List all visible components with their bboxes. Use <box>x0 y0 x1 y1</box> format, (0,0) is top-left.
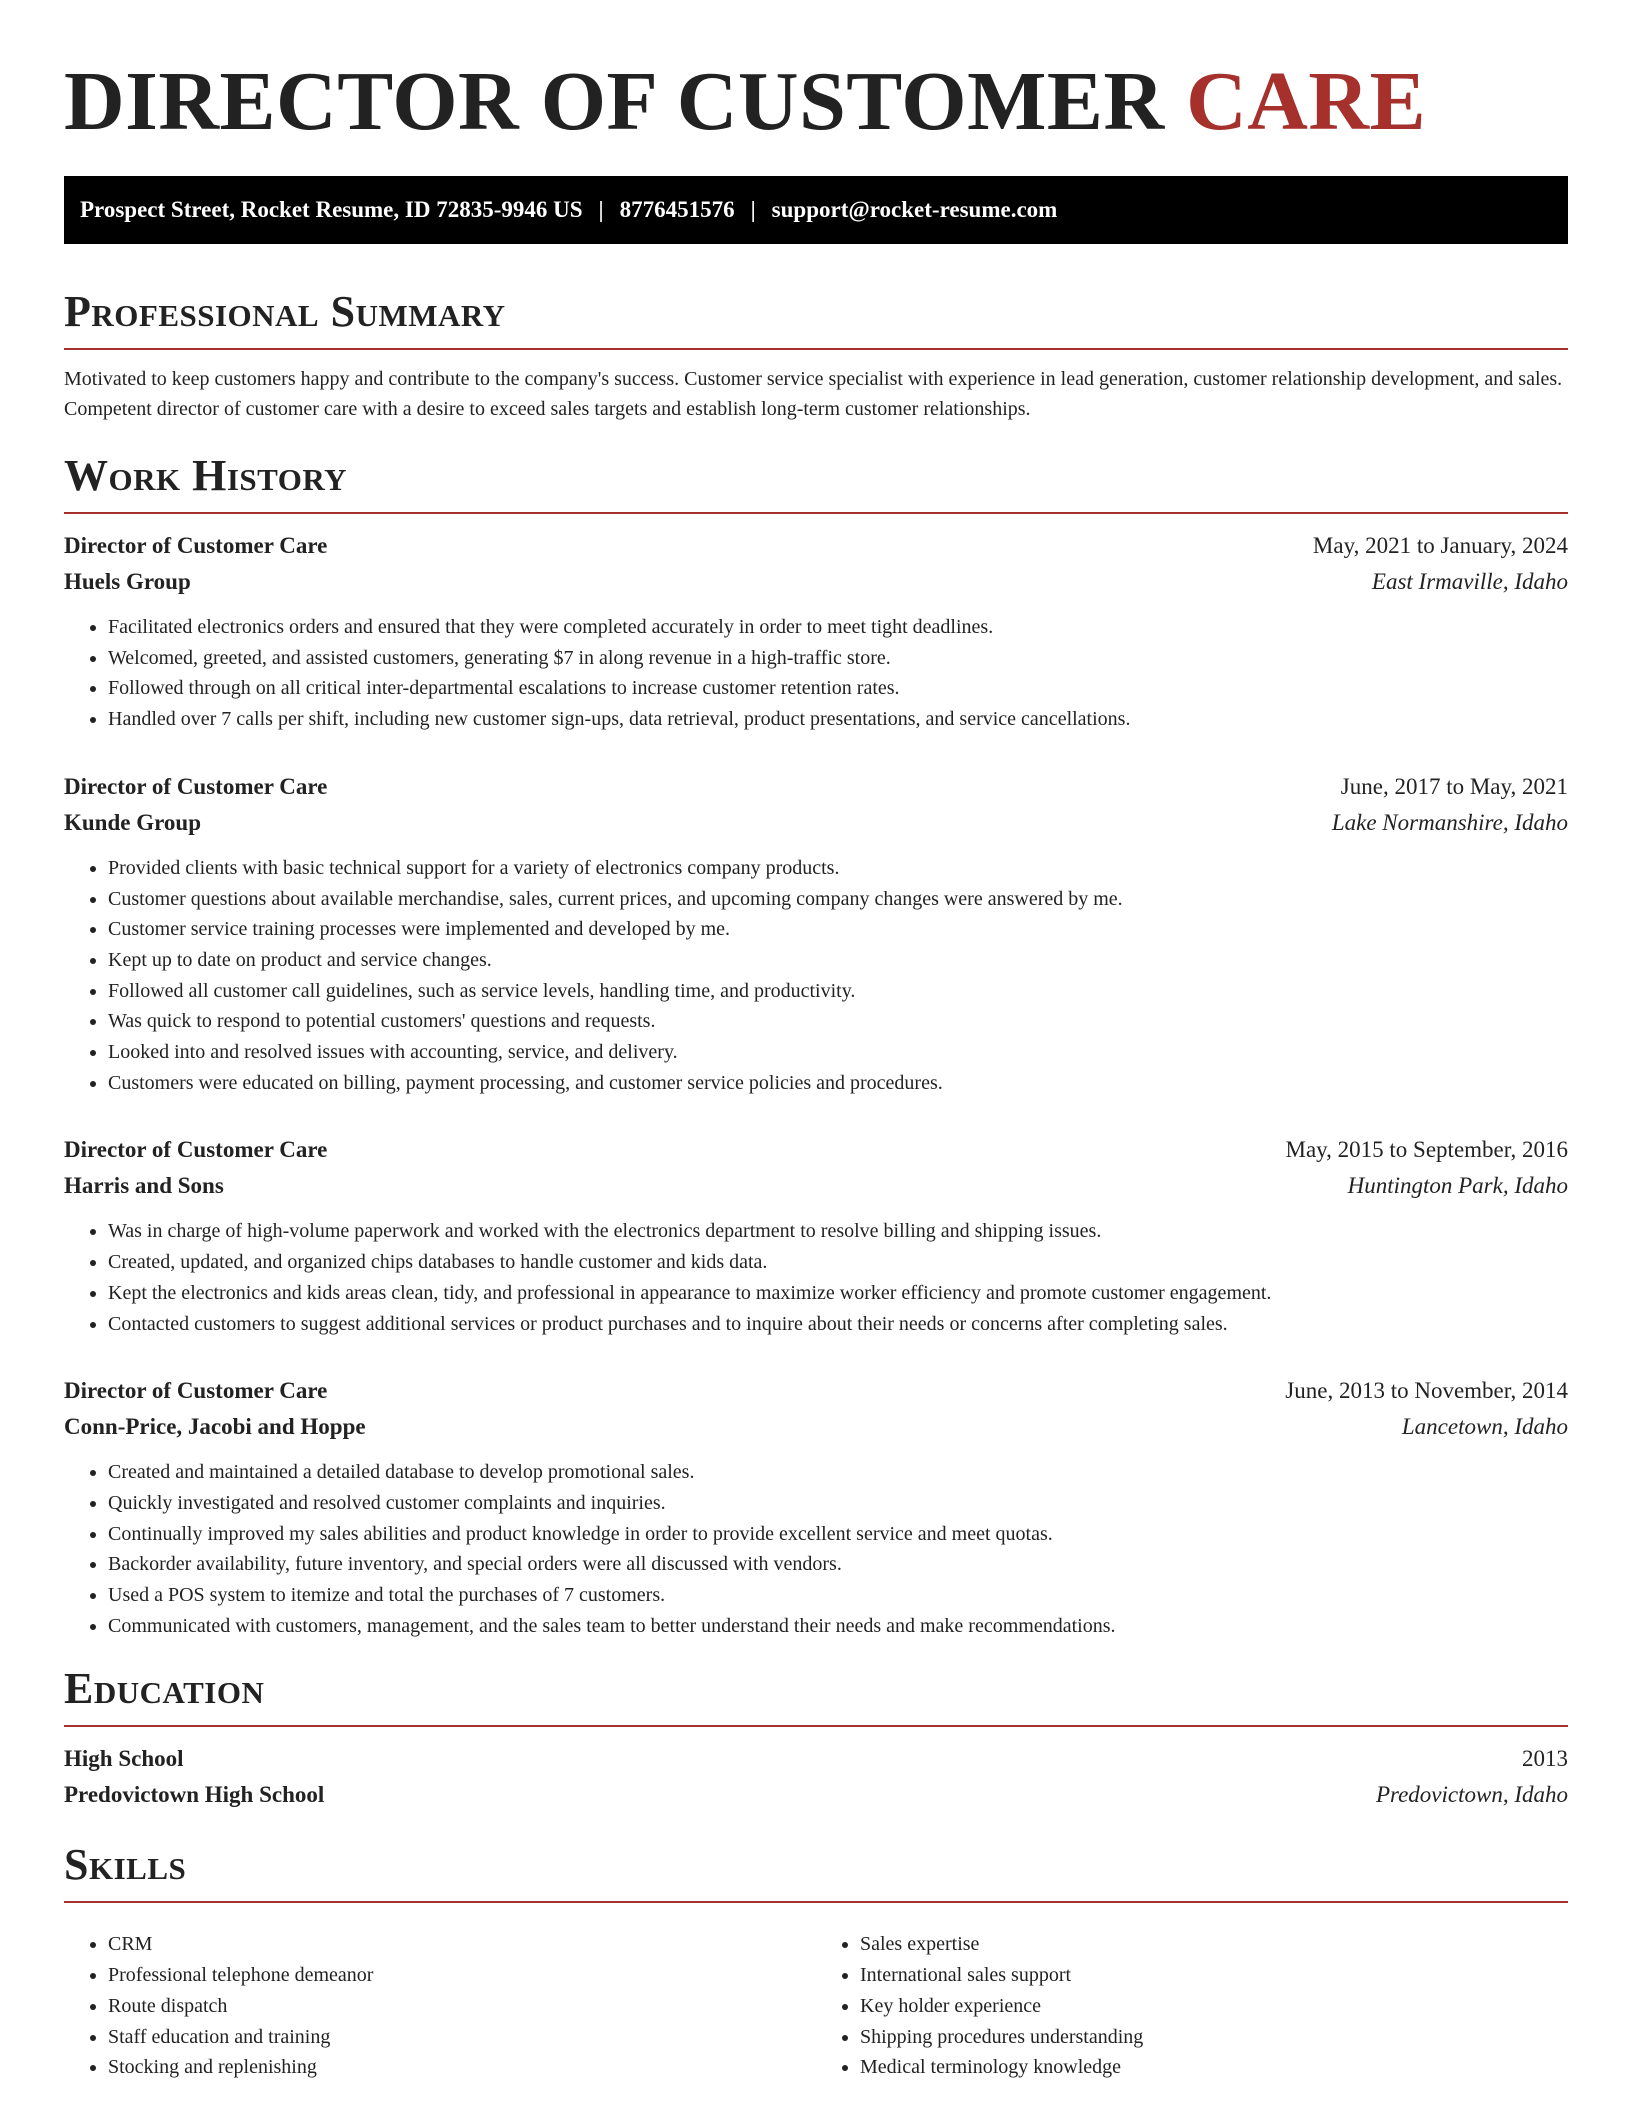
job-company: Conn-Price, Jacobi and Hoppe <box>64 1414 366 1440</box>
job-entry <box>64 1132 1568 1339</box>
name-main: DIRECTOR OF CUSTOMER <box>64 55 1165 148</box>
resume-name <box>64 55 1568 158</box>
skill-item: • Medical terminology knowledge <box>860 2052 1568 2083</box>
skill-item: • Stocking and replenishing <box>108 2052 816 2083</box>
skill-item: • Route dispatch <box>108 1991 816 2022</box>
job-dates: June, 2013 to November, 2014 <box>1285 1378 1568 1404</box>
job-entry <box>64 528 1568 735</box>
job-bullets <box>64 612 1568 735</box>
job-bullet: • Kept up to date on product and service changes. <box>108 945 1568 976</box>
contact-phone: 8776451576 <box>619 197 735 222</box>
job-bullet: • Was quick to respond to potential customers' questions and requests. <box>108 1006 1568 1037</box>
job-company: Huels Group <box>64 569 191 594</box>
job-bullet: • Facilitated electronics orders and ensured that they were completed accurately in order to meet tight deadlines. <box>108 612 1568 643</box>
skill-item: • International sales support <box>860 1960 1568 1991</box>
job-bullet: • Contacted customers to suggest additional services or product purchases and to inquire about their needs or concerns after completing sales. <box>108 1309 1568 1340</box>
section-title-skills: Skills <box>64 1839 1568 1903</box>
job-location: Huntington Park, Idaho <box>1347 1173 1568 1199</box>
contact-separator: | <box>598 197 604 222</box>
job-bullet: • Followed all customer call guidelines, such as service levels, handling time, and productivity. <box>108 976 1568 1007</box>
skill-item: • CRM <box>108 1929 816 1960</box>
job-bullet: • Continually improved my sales abilities and product knowledge in order to provide excellent service and meet quotas. <box>108 1519 1568 1550</box>
job-bullet: • Customer service training processes were implemented and developed by me. <box>108 914 1568 945</box>
contact-email: support@rocket-resume.com <box>771 197 1058 222</box>
job-bullet: • Customer questions about available merchandise, sales, current prices, and upcoming company changes were answered by me. <box>108 884 1568 915</box>
job-location: Lake Normanshire, Idaho <box>1331 809 1568 835</box>
skills-columns <box>64 1917 1568 2083</box>
skill-item: • Staff education and training <box>108 2022 816 2053</box>
contact-separator: | <box>750 197 756 222</box>
job-entry <box>64 1373 1568 1641</box>
job-bullet: • Created and maintained a detailed database to develop promotional sales. <box>108 1457 1568 1488</box>
education-school: Predovictown High School <box>64 1782 325 1808</box>
job-dates: June, 2017 to May, 2021 <box>1340 773 1568 799</box>
job-bullet: • Created, updated, and organized chips databases to handle customer and kids data. <box>108 1247 1568 1278</box>
contact-address: Prospect Street, Rocket Resume, ID 72835-9946 US <box>80 197 583 222</box>
job-bullets <box>64 1216 1568 1339</box>
job-bullet: • Welcomed, greeted, and assisted customers, generating $7 in along revenue in a high-traffic store. <box>108 643 1568 674</box>
job-entry <box>64 769 1568 1099</box>
job-company: Kunde Group <box>64 809 201 835</box>
skills-list-right <box>816 1929 1568 2083</box>
work-history-section <box>64 450 1568 1641</box>
job-bullet: • Communicated with customers, management, and the sales team to better understand their needs and make recommendations. <box>108 1611 1568 1642</box>
education-degree: High School <box>64 1746 184 1772</box>
job-bullet: • Customers were educated on billing, payment processing, and customer service policies and procedures. <box>108 1068 1568 1099</box>
job-location: East Irmaville, Idaho <box>1371 569 1568 594</box>
skills-list-left <box>64 1929 816 2083</box>
job-bullet: • Looked into and resolved issues with accounting, service, and delivery. <box>108 1037 1568 1068</box>
job-bullet: • Was in charge of high-volume paperwork and worked with the electronics department to resolve billing and shipping issues. <box>108 1216 1568 1247</box>
job-bullet: • Handled over 7 calls per shift, including new customer sign-ups, data retrieval, product presentations, and service cancellations. <box>108 704 1568 735</box>
skill-item: • Shipping procedures understanding <box>860 2022 1568 2053</box>
job-role: Director of Customer Care <box>64 533 328 558</box>
summary-text: Motivated to keep customers happy and contribute to the company's success. Customer service specialist with experience in lead generation, customer relationship development, and sales. Competent director of customer care with a desire to exceed sales targets and establish long-term customer relationships. <box>64 368 1563 420</box>
job-bullet: • Quickly investigated and resolved customer complaints and inquiries. <box>108 1488 1568 1519</box>
job-dates: May, 2021 to January, 2024 <box>1312 533 1568 558</box>
job-bullet: • Used a POS system to itemize and total the purchases of 7 customers. <box>108 1580 1568 1611</box>
resume-page <box>64 0 1568 2083</box>
job-role: Director of Customer Care <box>64 773 328 799</box>
section-title-summary: Professional Summary <box>64 286 1568 350</box>
skills-section <box>64 1839 1568 2083</box>
skill-item: • Key holder experience <box>860 1991 1568 2022</box>
job-role: Director of Customer Care <box>64 1137 328 1163</box>
section-title-education: Education <box>64 1663 1568 1727</box>
section-title-work-history: Work History <box>64 450 1568 514</box>
job-dates: May, 2015 to September, 2016 <box>1285 1137 1568 1163</box>
job-location: Lancetown, Idaho <box>1401 1414 1568 1440</box>
job-bullets <box>64 853 1568 1099</box>
summary-section <box>64 286 1568 424</box>
job-bullet: • Provided clients with basic technical support for a variety of electronics company products. <box>108 853 1568 884</box>
job-bullet: • Backorder availability, future inventory, and special orders were all discussed with vendors. <box>108 1549 1568 1580</box>
education-section <box>64 1663 1568 1813</box>
education-year: 2013 <box>1522 1746 1568 1772</box>
name-accent: CARE <box>1186 55 1427 148</box>
skill-item: • Professional telephone demeanor <box>108 1960 816 1991</box>
job-bullet: • Kept the electronics and kids areas clean, tidy, and professional in appearance to maximize worker efficiency and promote customer engagement. <box>108 1278 1568 1309</box>
job-role: Director of Customer Care <box>64 1378 328 1404</box>
job-bullet: • Followed through on all critical inter-departmental escalations to increase customer retention rates. <box>108 673 1568 704</box>
education-location: Predovictown, Idaho <box>1375 1782 1568 1808</box>
skill-item: • Sales expertise <box>860 1929 1568 1960</box>
job-bullets <box>64 1457 1568 1641</box>
contact-bar <box>64 176 1568 244</box>
job-company: Harris and Sons <box>64 1173 224 1199</box>
